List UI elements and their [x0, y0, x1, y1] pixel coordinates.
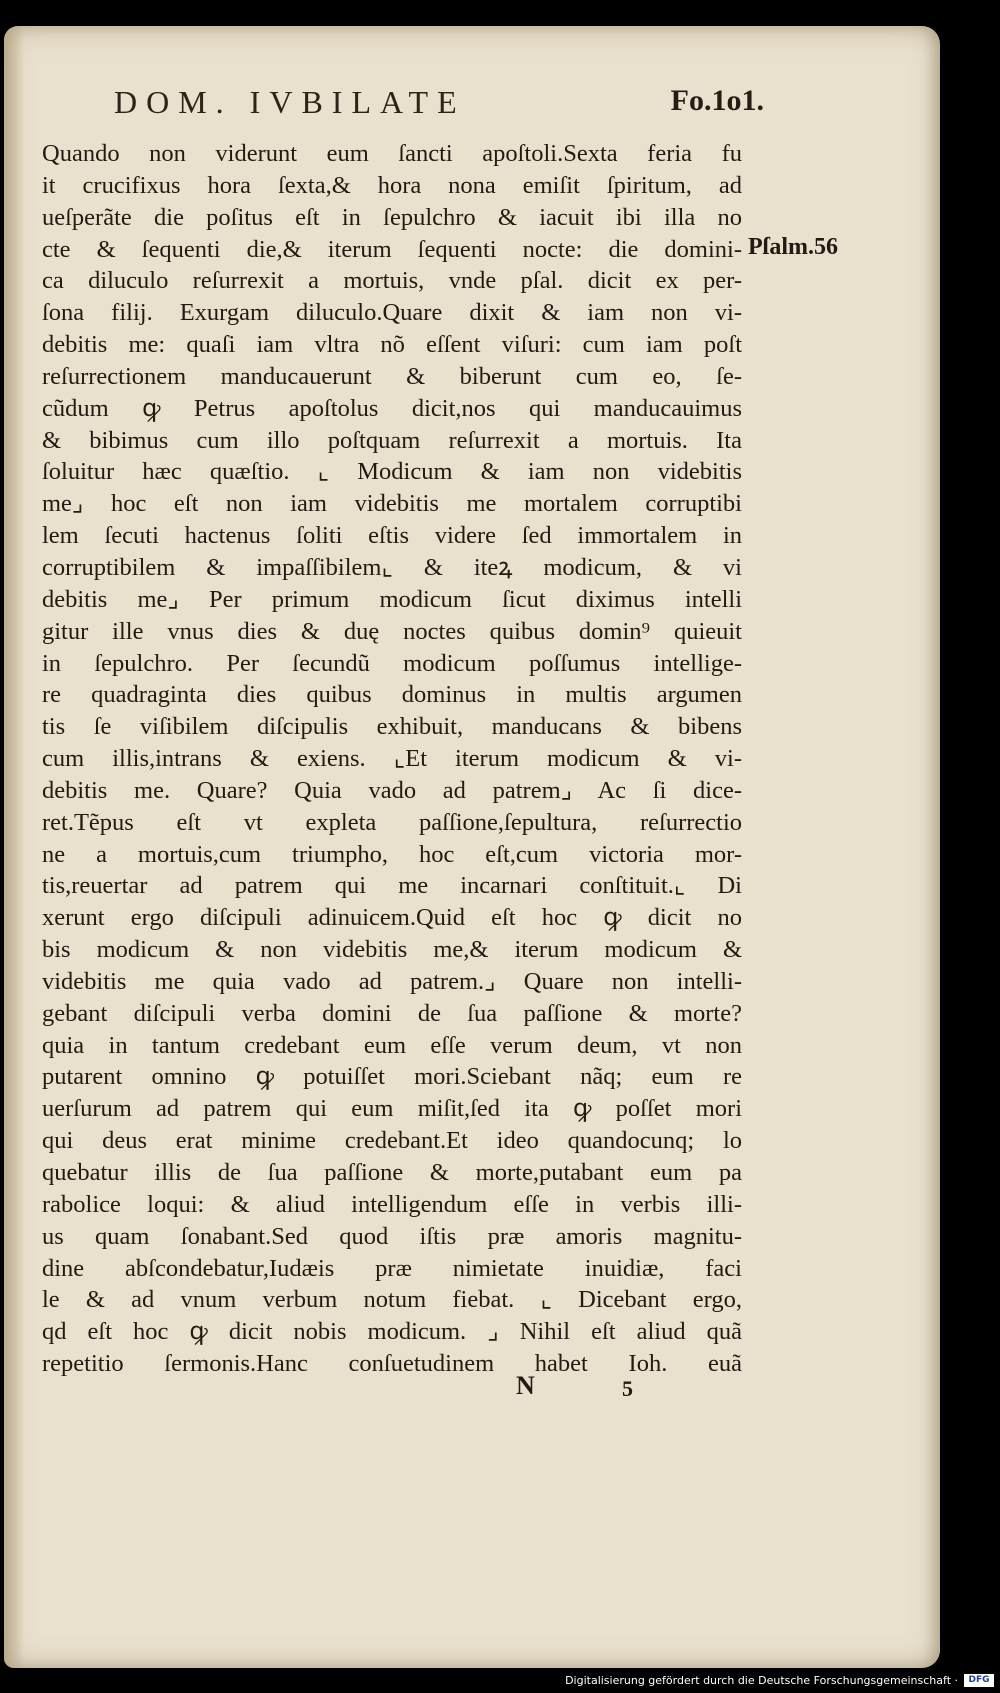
text-line: ne a mortuis,cum triumpho, hoc eſt,cum victoria mor- — [42, 840, 742, 868]
text-line: le & ad vnum verbum notum fiebat. ⌞ Dicebant ergo, — [42, 1286, 742, 1314]
text-line: debitis me: quaſi iam vltra nõ eſſent viſuri: cum iam poſt — [42, 331, 742, 359]
text-line: tis ſe viſibilem diſcipulis exhibuit, manducans & bibens — [42, 713, 742, 741]
text-line: it crucifixus hora ſexta,& hora nona emiſit ſpiritum, ad — [42, 171, 742, 199]
signature-mark: N — [516, 1371, 535, 1400]
text-line: qd eſt hoc ꝙ dicit nobis modicum. ⌟ Nihil eſt aliud quã — [42, 1318, 742, 1346]
text-line: gebant diſcipuli verba domini de ſua paſſione & morte? — [42, 999, 742, 1027]
text-line: dine abſcondebatur,Iudæis præ nimietate inuidiæ, faci — [42, 1254, 742, 1282]
text-line: quebatur illis de ſua paſſione & morte,putabant eum pa — [42, 1159, 742, 1186]
text-line: quia in tantum credebant eum eſſe verum deum, vt non — [42, 1031, 742, 1059]
digitization-credit: Digitalisierung gefördert durch die Deutsche Forschungsgemeinschaft · — [565, 1674, 958, 1687]
text-line: lem ſecuti hactenus ſoliti eſtis videre ſed immortalem in — [42, 522, 742, 550]
text-line: Quando non viderunt eum ſancti apoſtoli.Sexta feria fu — [42, 140, 742, 167]
text-line: re quadraginta dies quibus dominus in multis argumen — [42, 681, 742, 709]
text-line: bis modicum & non videbitis me,& iterum modicum & — [42, 936, 742, 964]
text-line: putarent omnino ꝙ potuiſſet mori.Sciebant nãq; eum re — [42, 1063, 742, 1091]
text-line: ca diluculo reſurrexit a mortuis, vnde pſal. dicit ex per- — [42, 267, 742, 295]
text-line: corruptibilem & impaſſibilem⌞ & iteꝝ modicum, & vi — [42, 553, 742, 581]
text-line: videbitis me quia vado ad patrem.⌟ Quare non intelli- — [42, 967, 742, 995]
body-text — [42, 138, 742, 1380]
text-line: tis,reuertar ad patrem qui me incarnari conſtituit.⌞ Di — [42, 872, 742, 900]
text-line: qui deus erat minime credebant.Et ideo quandocunq; lo — [42, 1127, 742, 1155]
text-line: ſona filij. Exurgam diluculo.Quare dixit & iam non vi- — [42, 299, 742, 327]
text-line: uerſurum ad patrem qui eum miſit,ſed ita ꝙ poſſet mori — [42, 1095, 742, 1123]
text-line: us quam ſonabant.Sed quod iſtis præ amoris magnitu- — [42, 1222, 742, 1250]
page-gutter-shadow — [4, 26, 24, 1668]
text-line: in ſepulchro. Per ſecundũ modicum poſſumus intellige- — [42, 649, 742, 677]
folio-number: Fo.1o1. — [670, 84, 764, 117]
text-line: debitis me⌟ Per primum modicum ſicut diximus intelli — [42, 585, 742, 613]
dfg-logo: DFG — [964, 1674, 994, 1687]
running-title: DOM. IVBILATE — [114, 84, 466, 120]
page-header — [114, 76, 764, 128]
signature-number: 5 — [622, 1376, 633, 1401]
text-line: cũdum ꝙ Petrus apoſtolus dicit,nos qui manducauimus — [42, 394, 742, 422]
text-line: xerunt ergo diſcipuli adinuicem.Quid eſt hoc ꝙ dicit no — [42, 904, 742, 932]
book-page — [4, 26, 940, 1668]
text-line: & bibimus cum illo poſtquam reſurrexit a mortuis. Ita — [42, 426, 742, 454]
text-line: rabolice loqui: & aliud intelligendum eſſe in verbis illi- — [42, 1190, 742, 1218]
text-line: ſoluitur hæc quæſtio. ⌞ Modicum & iam non videbitis — [42, 458, 742, 486]
text-line: cte & ſequenti die,& iterum ſequenti nocte: die domini- — [42, 235, 742, 263]
text-line: debitis me. Quare? Quia vado ad patrem⌟ Ac ſi dice- — [42, 776, 742, 804]
text-line: gitur ille vnus dies & duę noctes quibus domin⁹ quieuit — [42, 617, 742, 645]
text-line: repetitio ſermonis.Hanc conſuetudinem habet Ioh. euã — [42, 1350, 742, 1378]
text-line: me⌟ hoc eſt non iam videbitis me mortalem corruptibi — [42, 490, 742, 518]
text-line: reſurrectionem manducauerunt & biberunt cum eo, ſe- — [42, 362, 742, 390]
marginal-note: Pſalm.56 — [748, 234, 838, 260]
text-line: cum illis,intrans & exiens. ⌞Et iterum modicum & vi- — [42, 745, 742, 773]
text-line: ret.Tẽpus eſt vt expleta paſſione,ſepultura, reſurrectio — [42, 808, 742, 836]
text-line: ueſperãte die poſitus eſt in ſepulchro & iacuit ibi illa no — [42, 203, 742, 231]
